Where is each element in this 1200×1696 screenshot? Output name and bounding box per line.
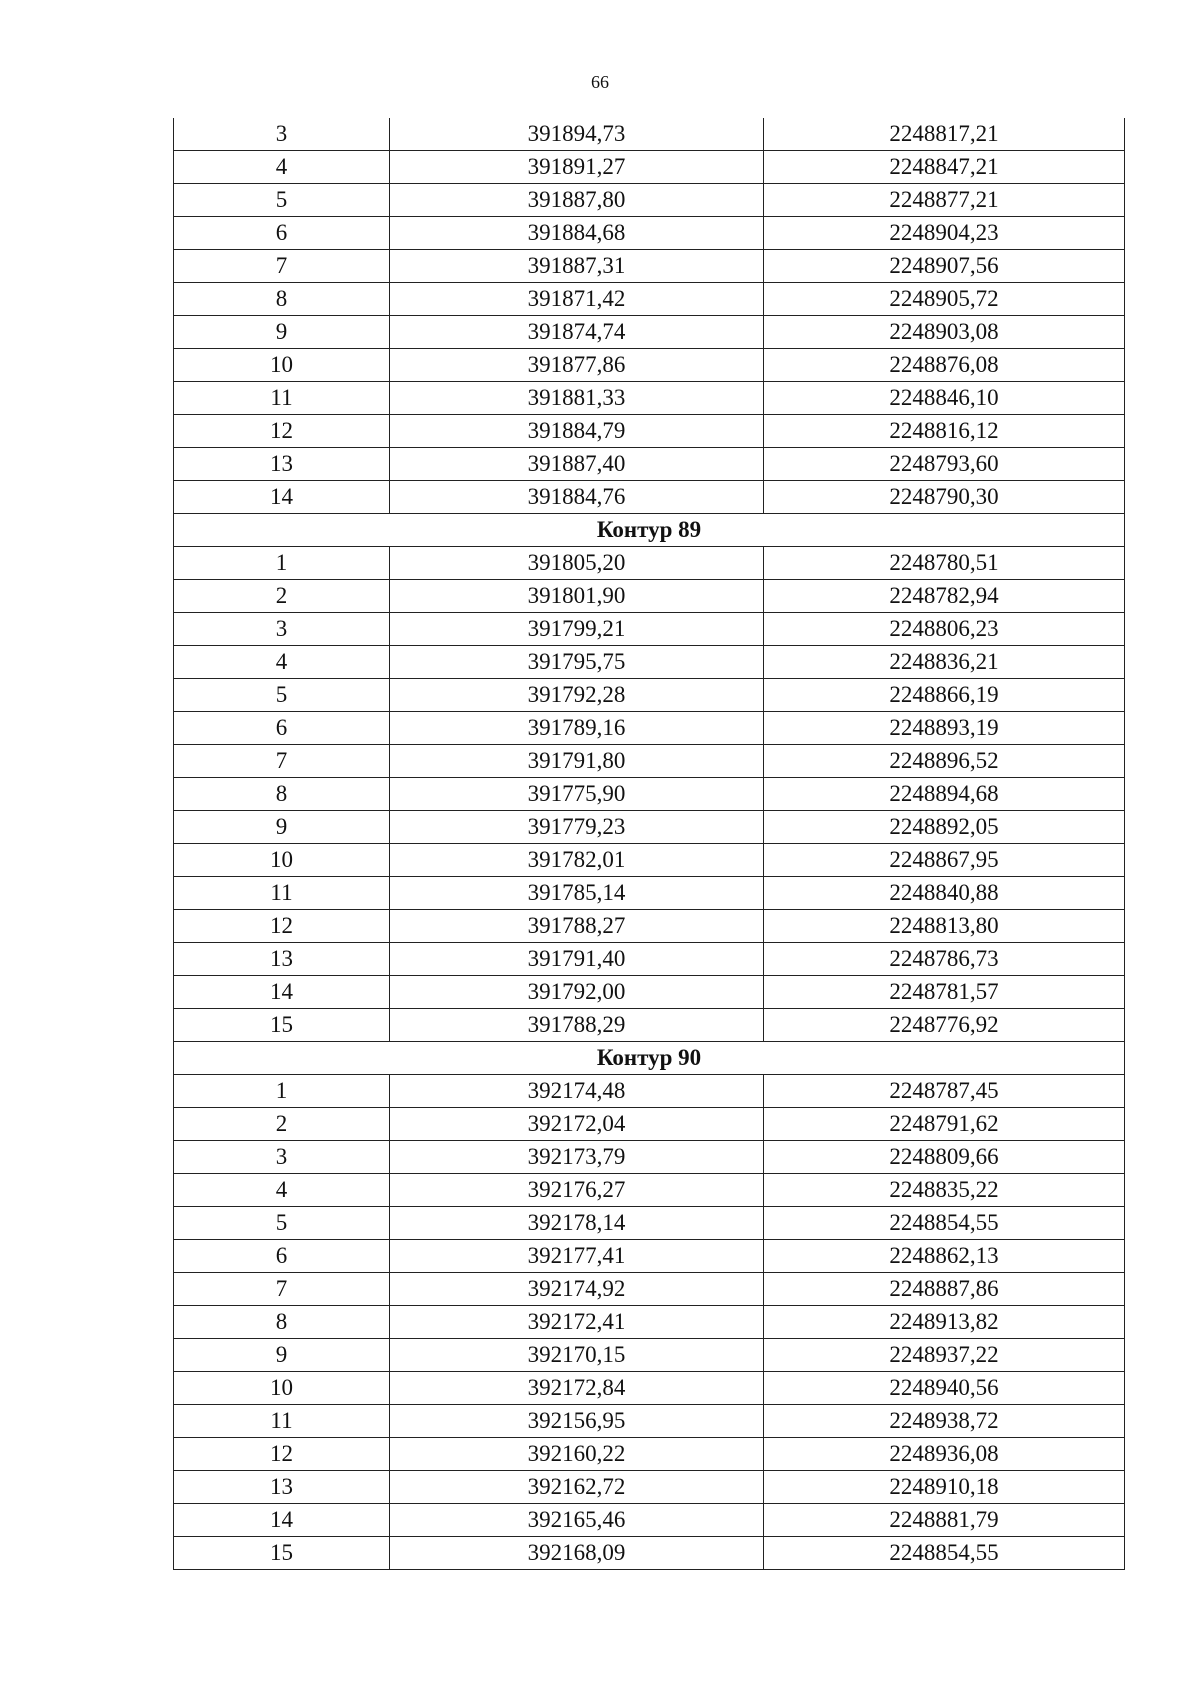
x-coordinate-cell: 391791,40	[390, 943, 764, 976]
x-coordinate-cell: 391877,86	[390, 349, 764, 382]
point-number-cell: 1	[174, 1075, 390, 1108]
coordinates-table	[173, 118, 1125, 1570]
point-number-cell: 12	[174, 415, 390, 448]
y-coordinate-cell: 2248790,30	[764, 481, 1125, 514]
y-coordinate-cell: 2248881,79	[764, 1504, 1125, 1537]
y-coordinate-cell: 2248862,13	[764, 1240, 1125, 1273]
table-row	[174, 283, 1125, 316]
y-coordinate-cell: 2248887,86	[764, 1273, 1125, 1306]
table-row	[174, 1504, 1125, 1537]
point-number-cell: 10	[174, 1372, 390, 1405]
point-number-cell: 11	[174, 382, 390, 415]
x-coordinate-cell: 392162,72	[390, 1471, 764, 1504]
table-row	[174, 877, 1125, 910]
coordinates-table-body	[174, 118, 1125, 1570]
x-coordinate-cell: 391881,33	[390, 382, 764, 415]
table-row	[174, 943, 1125, 976]
table-row	[174, 910, 1125, 943]
point-number-cell: 14	[174, 1504, 390, 1537]
point-number-cell: 12	[174, 1438, 390, 1471]
x-coordinate-cell: 391801,90	[390, 580, 764, 613]
x-coordinate-cell: 391779,23	[390, 811, 764, 844]
x-coordinate-cell: 391775,90	[390, 778, 764, 811]
table-row	[174, 184, 1125, 217]
point-number-cell: 11	[174, 1405, 390, 1438]
x-coordinate-cell: 391894,73	[390, 118, 764, 151]
point-number-cell: 5	[174, 184, 390, 217]
table-row	[174, 1405, 1125, 1438]
x-coordinate-cell: 391788,27	[390, 910, 764, 943]
point-number-cell: 2	[174, 580, 390, 613]
point-number-cell: 15	[174, 1009, 390, 1042]
table-row	[174, 151, 1125, 184]
table-row	[174, 646, 1125, 679]
x-coordinate-cell: 392172,41	[390, 1306, 764, 1339]
y-coordinate-cell: 2248854,55	[764, 1207, 1125, 1240]
table-row	[174, 745, 1125, 778]
y-coordinate-cell: 2248809,66	[764, 1141, 1125, 1174]
x-coordinate-cell: 392176,27	[390, 1174, 764, 1207]
table-row	[174, 1273, 1125, 1306]
table-row	[174, 118, 1125, 151]
y-coordinate-cell: 2248903,08	[764, 316, 1125, 349]
point-number-cell: 9	[174, 811, 390, 844]
point-number-cell: 9	[174, 1339, 390, 1372]
contour-title: Контур 89	[174, 514, 1125, 547]
y-coordinate-cell: 2248816,12	[764, 415, 1125, 448]
y-coordinate-cell: 2248846,10	[764, 382, 1125, 415]
point-number-cell: 4	[174, 646, 390, 679]
y-coordinate-cell: 2248817,21	[764, 118, 1125, 151]
y-coordinate-cell: 2248787,45	[764, 1075, 1125, 1108]
table-row	[174, 712, 1125, 745]
table-row	[174, 580, 1125, 613]
point-number-cell: 8	[174, 778, 390, 811]
y-coordinate-cell: 2248894,68	[764, 778, 1125, 811]
x-coordinate-cell: 391785,14	[390, 877, 764, 910]
y-coordinate-cell: 2248896,52	[764, 745, 1125, 778]
table-row	[174, 976, 1125, 1009]
table-row	[174, 1009, 1125, 1042]
y-coordinate-cell: 2248782,94	[764, 580, 1125, 613]
x-coordinate-cell: 391792,00	[390, 976, 764, 1009]
x-coordinate-cell: 391887,40	[390, 448, 764, 481]
point-number-cell: 3	[174, 613, 390, 646]
y-coordinate-cell: 2248836,21	[764, 646, 1125, 679]
table-row	[174, 811, 1125, 844]
point-number-cell: 4	[174, 151, 390, 184]
x-coordinate-cell: 391789,16	[390, 712, 764, 745]
y-coordinate-cell: 2248938,72	[764, 1405, 1125, 1438]
x-coordinate-cell: 392178,14	[390, 1207, 764, 1240]
y-coordinate-cell: 2248904,23	[764, 217, 1125, 250]
table-row	[174, 1471, 1125, 1504]
page-number: 66	[591, 72, 609, 92]
point-number-cell: 13	[174, 448, 390, 481]
point-number-cell: 10	[174, 349, 390, 382]
table-row	[174, 1075, 1125, 1108]
point-number-cell: 10	[174, 844, 390, 877]
contour-header-row	[174, 514, 1125, 547]
y-coordinate-cell: 2248840,88	[764, 877, 1125, 910]
table-row	[174, 217, 1125, 250]
contour-title: Контур 90	[174, 1042, 1125, 1075]
x-coordinate-cell: 391871,42	[390, 283, 764, 316]
contour-header-row	[174, 1042, 1125, 1075]
y-coordinate-cell: 2248940,56	[764, 1372, 1125, 1405]
point-number-cell: 1	[174, 547, 390, 580]
table-row	[174, 844, 1125, 877]
table-row	[174, 613, 1125, 646]
table-row	[174, 679, 1125, 712]
x-coordinate-cell: 392160,22	[390, 1438, 764, 1471]
point-number-cell: 12	[174, 910, 390, 943]
table-row	[174, 1240, 1125, 1273]
x-coordinate-cell: 391782,01	[390, 844, 764, 877]
x-coordinate-cell: 391884,79	[390, 415, 764, 448]
x-coordinate-cell: 392168,09	[390, 1537, 764, 1570]
y-coordinate-cell: 2248793,60	[764, 448, 1125, 481]
x-coordinate-cell: 391805,20	[390, 547, 764, 580]
point-number-cell: 9	[174, 316, 390, 349]
x-coordinate-cell: 391799,21	[390, 613, 764, 646]
x-coordinate-cell: 391884,76	[390, 481, 764, 514]
y-coordinate-cell: 2248786,73	[764, 943, 1125, 976]
table-row	[174, 1372, 1125, 1405]
table-row	[174, 778, 1125, 811]
y-coordinate-cell: 2248780,51	[764, 547, 1125, 580]
table-row	[174, 1141, 1125, 1174]
x-coordinate-cell: 392177,41	[390, 1240, 764, 1273]
y-coordinate-cell: 2248913,82	[764, 1306, 1125, 1339]
y-coordinate-cell: 2248936,08	[764, 1438, 1125, 1471]
y-coordinate-cell: 2248867,95	[764, 844, 1125, 877]
x-coordinate-cell: 392174,92	[390, 1273, 764, 1306]
point-number-cell: 7	[174, 250, 390, 283]
x-coordinate-cell: 391788,29	[390, 1009, 764, 1042]
table-row	[174, 349, 1125, 382]
x-coordinate-cell: 391874,74	[390, 316, 764, 349]
x-coordinate-cell: 391884,68	[390, 217, 764, 250]
y-coordinate-cell: 2248876,08	[764, 349, 1125, 382]
point-number-cell: 7	[174, 1273, 390, 1306]
table-row	[174, 316, 1125, 349]
y-coordinate-cell: 2248877,21	[764, 184, 1125, 217]
x-coordinate-cell: 392172,04	[390, 1108, 764, 1141]
table-row	[174, 1306, 1125, 1339]
table-row	[174, 1438, 1125, 1471]
y-coordinate-cell: 2248892,05	[764, 811, 1125, 844]
table-row	[174, 547, 1125, 580]
point-number-cell: 3	[174, 1141, 390, 1174]
y-coordinate-cell: 2248866,19	[764, 679, 1125, 712]
table-row	[174, 1174, 1125, 1207]
x-coordinate-cell: 391795,75	[390, 646, 764, 679]
y-coordinate-cell: 2248835,22	[764, 1174, 1125, 1207]
table-row	[174, 1207, 1125, 1240]
point-number-cell: 11	[174, 877, 390, 910]
point-number-cell: 8	[174, 1306, 390, 1339]
point-number-cell: 14	[174, 976, 390, 1009]
point-number-cell: 13	[174, 1471, 390, 1504]
point-number-cell: 14	[174, 481, 390, 514]
y-coordinate-cell: 2248781,57	[764, 976, 1125, 1009]
point-number-cell: 15	[174, 1537, 390, 1570]
table-row	[174, 415, 1125, 448]
point-number-cell: 4	[174, 1174, 390, 1207]
x-coordinate-cell: 392165,46	[390, 1504, 764, 1537]
point-number-cell: 7	[174, 745, 390, 778]
point-number-cell: 5	[174, 679, 390, 712]
x-coordinate-cell: 391887,31	[390, 250, 764, 283]
x-coordinate-cell: 391792,28	[390, 679, 764, 712]
point-number-cell: 6	[174, 217, 390, 250]
y-coordinate-cell: 2248854,55	[764, 1537, 1125, 1570]
y-coordinate-cell: 2248910,18	[764, 1471, 1125, 1504]
table-row	[174, 1537, 1125, 1570]
table-row	[174, 448, 1125, 481]
y-coordinate-cell: 2248937,22	[764, 1339, 1125, 1372]
x-coordinate-cell: 392174,48	[390, 1075, 764, 1108]
point-number-cell: 3	[174, 118, 390, 151]
y-coordinate-cell: 2248791,62	[764, 1108, 1125, 1141]
point-number-cell: 8	[174, 283, 390, 316]
point-number-cell: 13	[174, 943, 390, 976]
y-coordinate-cell: 2248893,19	[764, 712, 1125, 745]
table-row	[174, 382, 1125, 415]
y-coordinate-cell: 2248806,23	[764, 613, 1125, 646]
point-number-cell: 2	[174, 1108, 390, 1141]
y-coordinate-cell: 2248907,56	[764, 250, 1125, 283]
x-coordinate-cell: 392172,84	[390, 1372, 764, 1405]
x-coordinate-cell: 391887,80	[390, 184, 764, 217]
point-number-cell: 6	[174, 1240, 390, 1273]
table-row	[174, 250, 1125, 283]
x-coordinate-cell: 391891,27	[390, 151, 764, 184]
x-coordinate-cell: 392173,79	[390, 1141, 764, 1174]
x-coordinate-cell: 392156,95	[390, 1405, 764, 1438]
x-coordinate-cell: 391791,80	[390, 745, 764, 778]
y-coordinate-cell: 2248776,92	[764, 1009, 1125, 1042]
table-row	[174, 481, 1125, 514]
table-row	[174, 1108, 1125, 1141]
y-coordinate-cell: 2248813,80	[764, 910, 1125, 943]
x-coordinate-cell: 392170,15	[390, 1339, 764, 1372]
point-number-cell: 5	[174, 1207, 390, 1240]
y-coordinate-cell: 2248847,21	[764, 151, 1125, 184]
y-coordinate-cell: 2248905,72	[764, 283, 1125, 316]
point-number-cell: 6	[174, 712, 390, 745]
table-row	[174, 1339, 1125, 1372]
